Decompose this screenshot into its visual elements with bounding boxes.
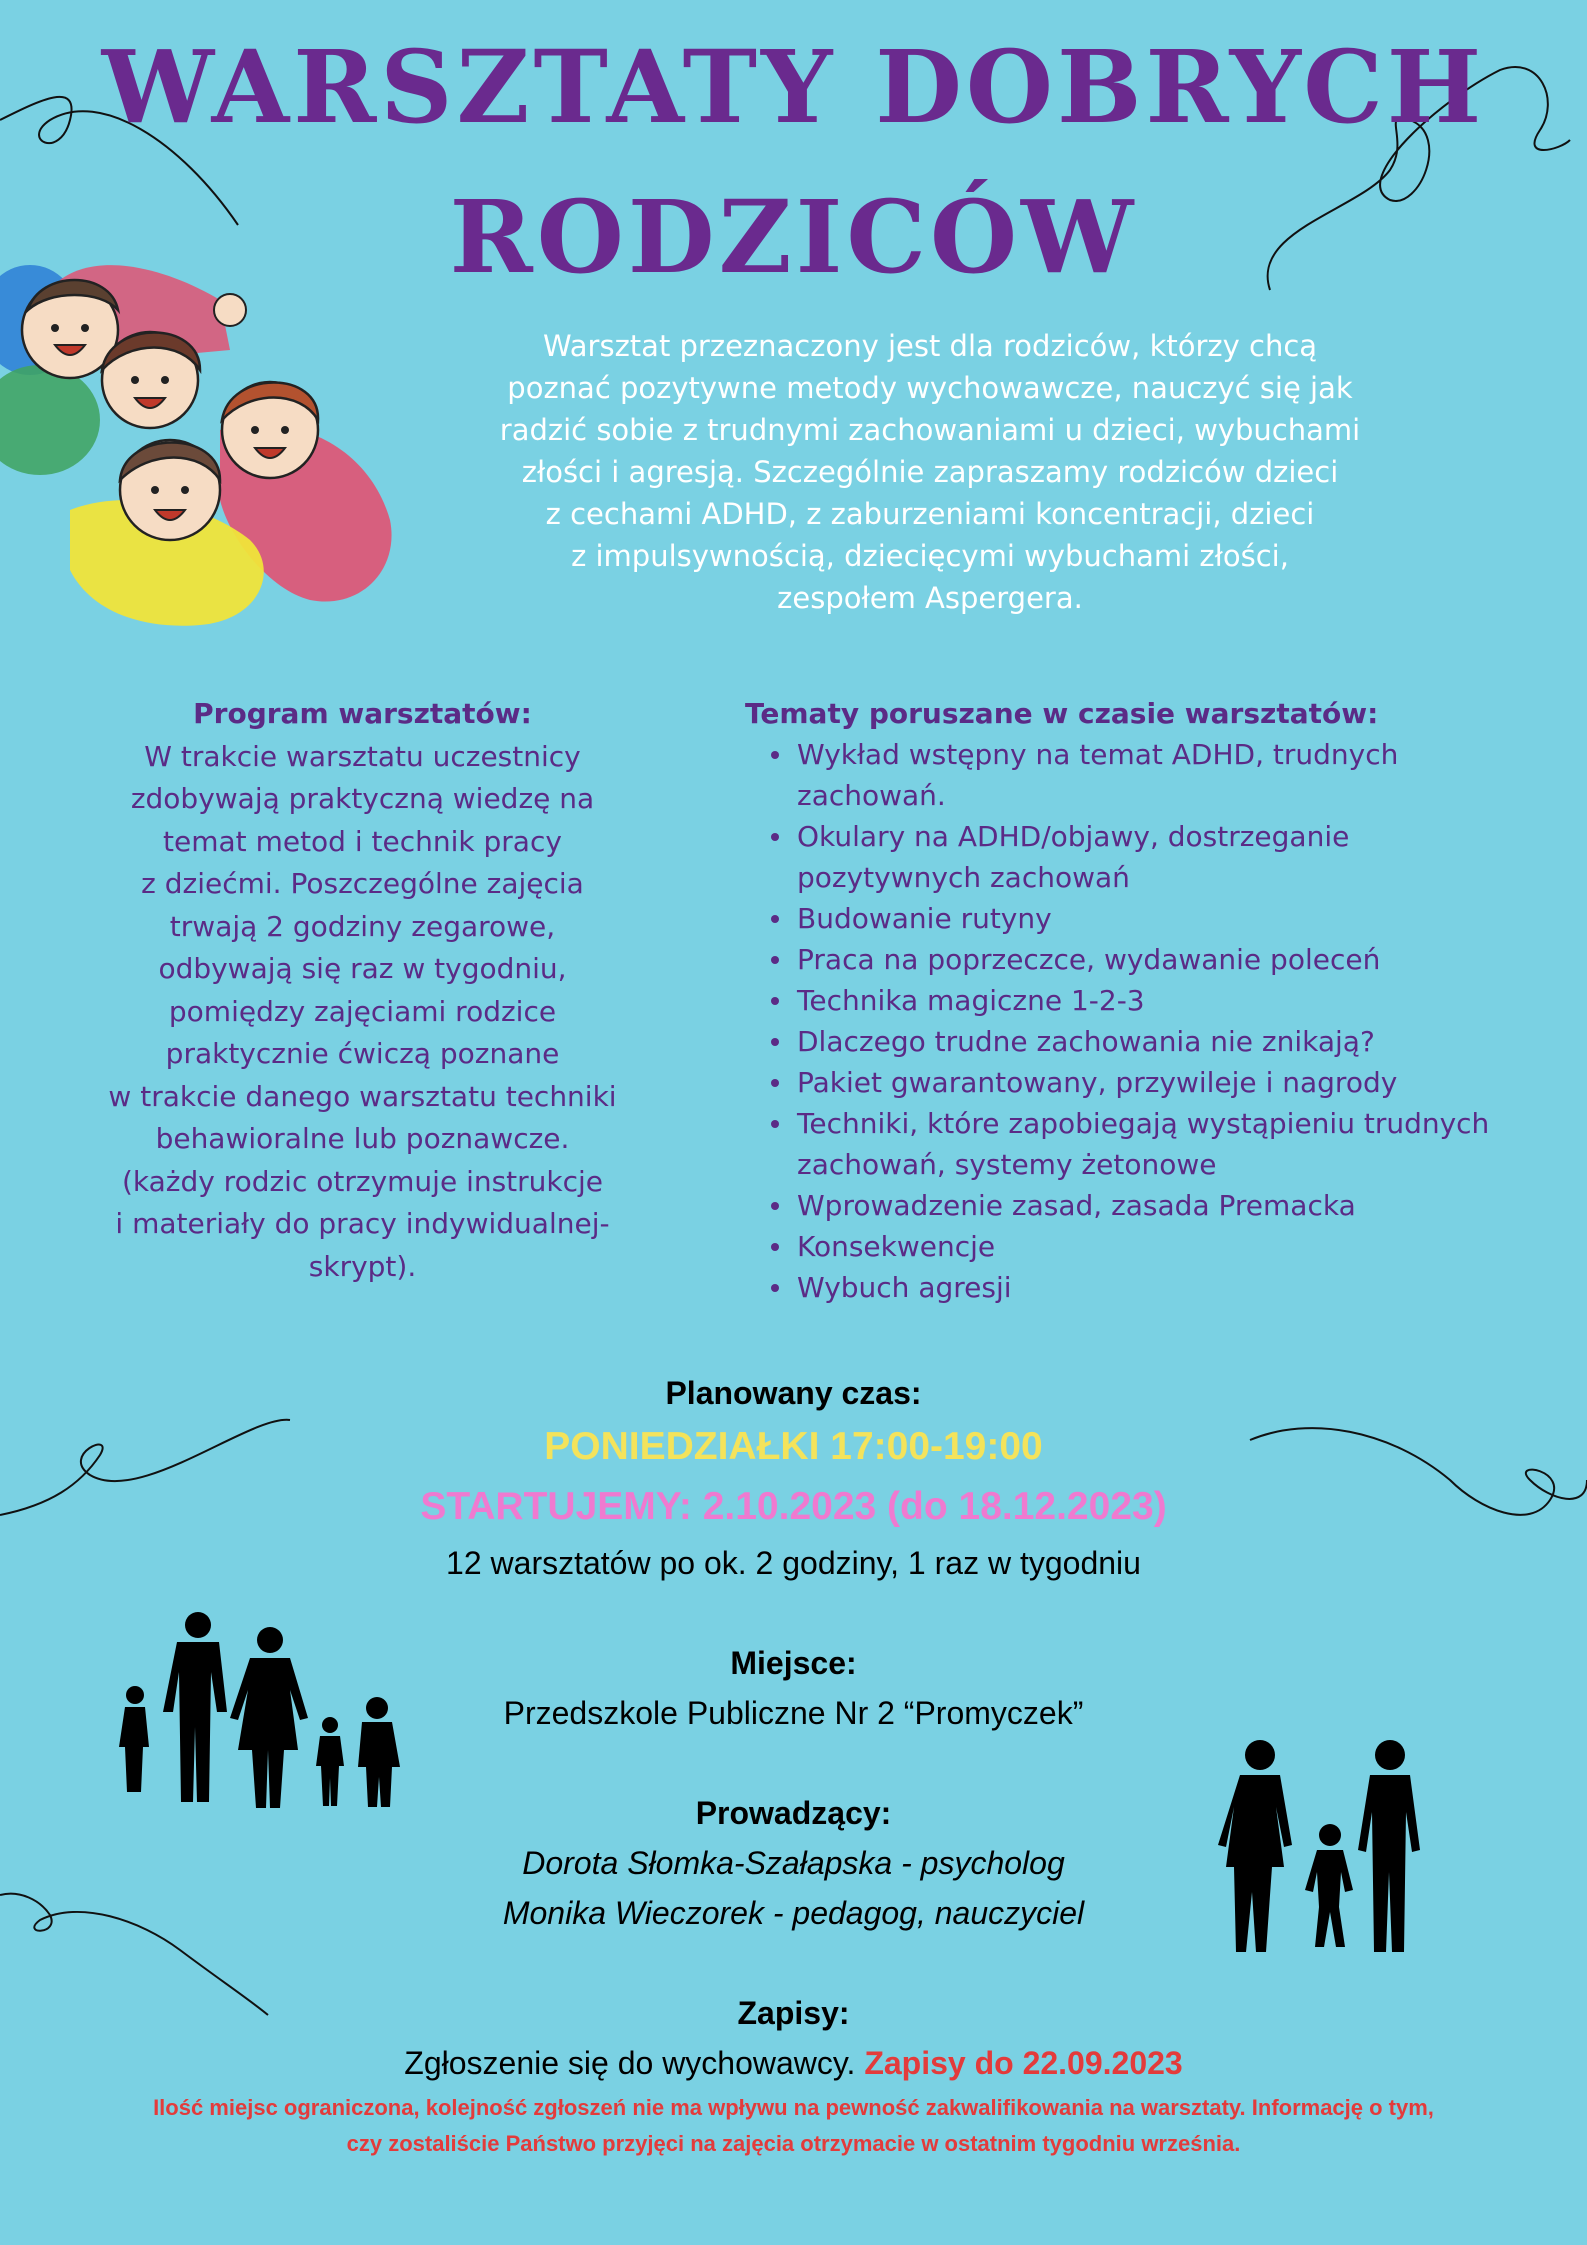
intro-line: z impulsywnością, dziecięcymi wybuchami złości, [571, 539, 1289, 573]
list-item: Dlaczego trudne zachowania nie znikają? [797, 1021, 1535, 1062]
program-section [80, 693, 645, 1288]
list-item: Wprowadzenie zasad, zasada Premacka [797, 1185, 1535, 1226]
program-line: i materiały do pracy indywidualnej- [115, 1207, 610, 1240]
list-item: Budowanie rutyny [797, 898, 1535, 939]
signup-line [0, 2045, 1587, 2082]
signup-deadline: Zapisy do 22.09.2023 [864, 2045, 1183, 2081]
schedule-start: STARTUJEMY: 2.10.2023 (do 18.12.2023) [420, 1485, 1167, 1528]
intro-line: radzić sobie z trudnymi zachowaniami u dzieci, wybuchami [499, 413, 1361, 447]
place-name: Przedszkole Publiczne Nr 2 “Promyczek” [503, 1695, 1084, 1731]
signup-note-1: Ilość miejsc ograniczona, kolejność zgłoszeń nie ma wpływu na pewność zakwalifikowania na warsztaty. Informację o tym, [153, 2095, 1434, 2120]
list-item: Techniki, które zapobiegają wystąpieniu trudnych zachowań, systemy żetonowe [797, 1103, 1535, 1185]
intro-line: z cechami ADHD, z zaburzeniami koncentracji, dzieci [545, 497, 1315, 531]
schedule-summary: 12 warsztatów po ok. 2 godziny, 1 raz w tygodniu [446, 1545, 1141, 1581]
host-1: Dorota Słomka-Szałapska - psycholog [522, 1845, 1065, 1881]
list-item: Wykład wstępny na temat ADHD, trudnych zachowań. [797, 734, 1535, 816]
hosts-heading: Prowadzący: [695, 1795, 892, 1831]
intro-line: zespołem Aspergera. [777, 581, 1083, 615]
program-line: praktycznie ćwiczą poznane [165, 1037, 560, 1070]
topics-list [745, 734, 1535, 1308]
signup-heading: Zapisy: [737, 1995, 850, 2031]
list-item: Okulary na ADHD/objawy, dostrzeganie pozytywnych zachowań [797, 816, 1535, 898]
program-line: trwają 2 godziny zegarowe, [169, 909, 556, 943]
topics-section [745, 693, 1535, 1308]
program-line: z dziećmi. Poszczególne zajęcia [141, 867, 584, 900]
signup-text: Zgłoszenie się do wychowawcy. [404, 2045, 865, 2081]
page-title [0, 12, 1587, 312]
host-2: Monika Wieczorek - pedagog, nauczyciel [502, 1895, 1085, 1931]
intro-line: poznać pozytywne metody wychowawcze, nauczyć się jak [507, 371, 1353, 405]
schedule-days: PONIEDZIAŁKI 17:00-19:00 [544, 1425, 1043, 1468]
intro-line: Warsztat przeznaczony jest dla rodziców, którzy chcą [542, 329, 1318, 363]
program-line: w trakcie danego warsztatu techniki [108, 1079, 617, 1113]
intro-line: złości i agresją. Szczególnie zapraszamy rodziców dzieci [521, 455, 1339, 489]
title-line-1: WARSZTATY DOBRYCH [101, 28, 1486, 146]
topics-heading: Tematy poruszane w czasie warsztatów: [745, 697, 1379, 730]
program-line: odbywają się raz w tygodniu, [158, 952, 567, 985]
list-item: Wybuch agresji [797, 1267, 1535, 1308]
program-line: behawioralne lub poznawcze. [155, 1122, 570, 1155]
list-item: Konsekwencje [797, 1226, 1535, 1267]
program-line: skrypt). [308, 1249, 417, 1283]
list-item: Praca na poprzeczce, wydawanie poleceń [797, 939, 1535, 980]
program-line: pomiędzy zajęciami rodzice [168, 994, 557, 1028]
list-item: Technika magiczne 1-2-3 [797, 980, 1535, 1021]
intro-paragraph [440, 325, 1420, 619]
place-heading: Miejsce: [730, 1645, 857, 1681]
program-line: zdobywają praktyczną wiedzę na [130, 782, 595, 815]
program-line: (każdy rodzic otrzymuje instrukcje [121, 1164, 604, 1198]
schedule-heading: Planowany czas: [665, 1375, 922, 1411]
title-line-2: RODZICÓW [449, 178, 1138, 296]
list-item: Pakiet gwarantowany, przywileje i nagrody [797, 1062, 1535, 1103]
program-line: temat metod i technik pracy [163, 824, 562, 858]
program-line: W trakcie warsztatu uczestnicy [144, 739, 581, 773]
signup-note-2: czy zostaliście Państwo przyjęci na zajęcia otrzymacie w ostatnim tygodniu września. [346, 2131, 1241, 2156]
program-heading: Program warsztatów: [193, 697, 532, 730]
